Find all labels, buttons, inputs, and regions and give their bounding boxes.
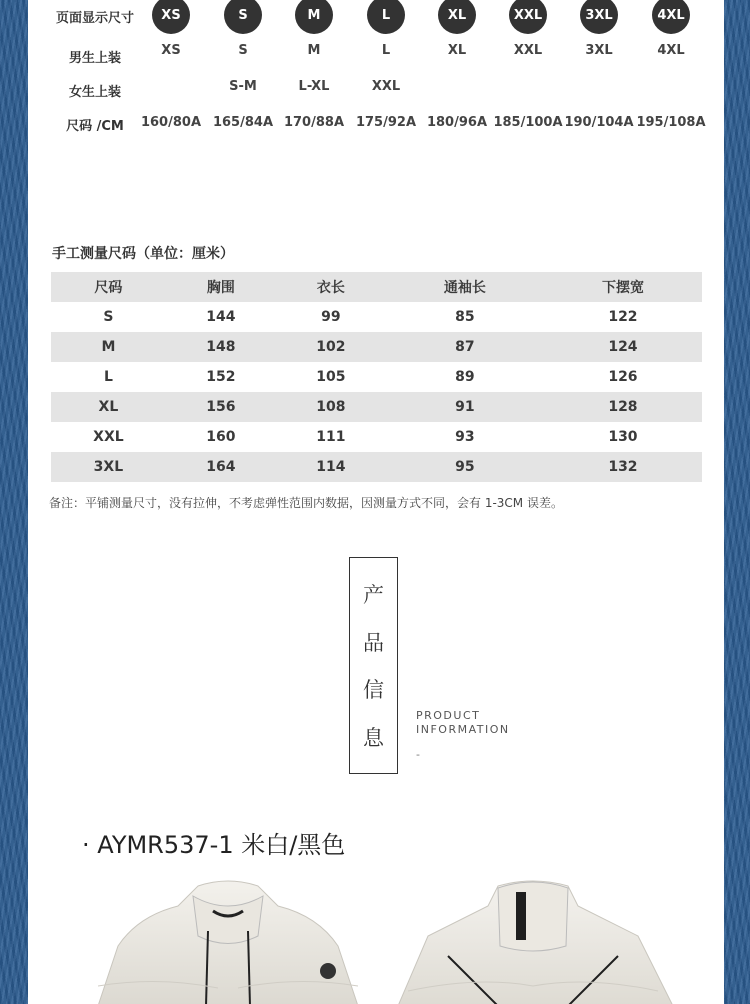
measure-title: 手工测量尺码（单位：厘米） (52, 246, 234, 262)
table-cell: 105 (316, 369, 346, 385)
cm-size-cell: 190/104A (564, 115, 634, 130)
men-size-cell: 4XL (657, 43, 685, 58)
table-cell: 108 (316, 399, 346, 415)
sizes-size-cell: L (367, 0, 405, 34)
table-cell: 3XL (93, 459, 124, 475)
table-cell: 122 (608, 309, 638, 325)
table-cell: 130 (608, 429, 638, 445)
model-title: · AYMR537-1 米白/黑色 (82, 831, 346, 859)
table-cell: XL (98, 399, 119, 415)
measure-header-cell: 下摆宽 (601, 280, 644, 296)
table-cell: 128 (608, 399, 638, 415)
cm-size-cell: 180/96A (426, 115, 488, 130)
table-row (51, 392, 702, 422)
info-char: 品 (363, 630, 384, 655)
table-cell: 95 (455, 459, 475, 475)
info-en-line: PRODUCT (416, 709, 481, 722)
women-size-cell: S-M (229, 79, 257, 94)
men-size-cell: XS (161, 43, 181, 58)
table-cell: M (101, 339, 116, 355)
table-cell: 160 (206, 429, 236, 445)
product-info-box (349, 557, 398, 774)
men-size-cell: S (238, 43, 248, 58)
measure-header-cell: 胸围 (206, 280, 235, 296)
measure-note: 备注：平铺测量尺寸，没有拉伸，不考虑弹性范围内数据，因测量方式不同，会有 1-3CM 误差。 (49, 496, 563, 510)
sizes-size-cell: XS (152, 0, 190, 34)
jacket-front-image (98, 876, 358, 1004)
table-cell: 91 (455, 399, 475, 415)
table-cell: 126 (608, 369, 638, 385)
sizes-size-cell: S (224, 0, 262, 34)
table-cell: 102 (316, 339, 346, 355)
table-cell: 93 (455, 429, 475, 445)
cm-size-cell: 165/84A (212, 115, 274, 130)
table-cell: 132 (608, 459, 638, 475)
info-dash: - (416, 748, 420, 761)
sizes-size-cell: 3XL (580, 0, 618, 34)
table-cell: 85 (455, 309, 475, 325)
table-row (51, 422, 702, 452)
women-size-cell: L-XL (298, 79, 330, 94)
product-detail-page (28, 0, 724, 1004)
measure-header-row (51, 272, 702, 302)
men-size-label: 男生上装 (68, 51, 121, 66)
sizes-size-cell: M (295, 0, 333, 34)
women-size-label: 女生上装 (68, 85, 121, 100)
table-cell: 124 (608, 339, 638, 355)
men-size-cell: 3XL (585, 43, 613, 58)
table-cell: 87 (455, 339, 475, 355)
table-row (51, 302, 702, 332)
table-cell: 148 (206, 339, 236, 355)
table-cell: XXL (93, 429, 124, 445)
measure-header-cell: 衣长 (316, 280, 345, 296)
table-row (51, 362, 702, 392)
cm-size-cell: 170/88A (283, 115, 345, 130)
measure-header-cell: 通袖长 (443, 280, 486, 296)
cm-size-cell: 160/80A (140, 115, 202, 130)
table-cell: S (103, 309, 114, 325)
info-char: 产 (363, 582, 384, 607)
info-en-line: INFORMATION (416, 723, 510, 736)
table-row (51, 332, 702, 362)
cm-size-label: 尺码 /CM (66, 119, 124, 134)
men-size-cell: M (307, 43, 321, 58)
product-info-english (416, 709, 510, 737)
cm-size-cell: 175/92A (355, 115, 417, 130)
table-cell: 89 (455, 369, 475, 385)
table-cell: L (103, 369, 113, 385)
measure-table (51, 272, 702, 482)
men-size-cell: XXL (513, 43, 543, 58)
men-size-cell: L (381, 43, 391, 58)
info-char: 息 (363, 726, 384, 751)
table-cell: 111 (316, 429, 346, 445)
table-cell: 152 (206, 369, 236, 385)
sizes-size-cell: XXL (509, 0, 547, 34)
table-cell: 156 (206, 399, 236, 415)
sizes-size-cell: 4XL (652, 0, 690, 34)
info-char: 信 (363, 678, 384, 703)
cm-size-cell: 185/100A (493, 115, 563, 130)
table-cell: 114 (316, 459, 346, 475)
table-cell: 144 (206, 309, 236, 325)
table-cell: 164 (206, 459, 236, 475)
jacket-back-image (388, 876, 678, 1004)
women-size-cell: XXL (371, 79, 401, 94)
measure-header-cell: 尺码 (94, 280, 123, 296)
display-size-label: 页面显示尺寸 (55, 11, 134, 26)
sizes-size-cell: XL (438, 0, 476, 34)
table-row (51, 452, 702, 482)
table-cell: 99 (321, 309, 341, 325)
men-size-cell: XL (447, 43, 467, 58)
cm-size-cell: 195/108A (636, 115, 706, 130)
